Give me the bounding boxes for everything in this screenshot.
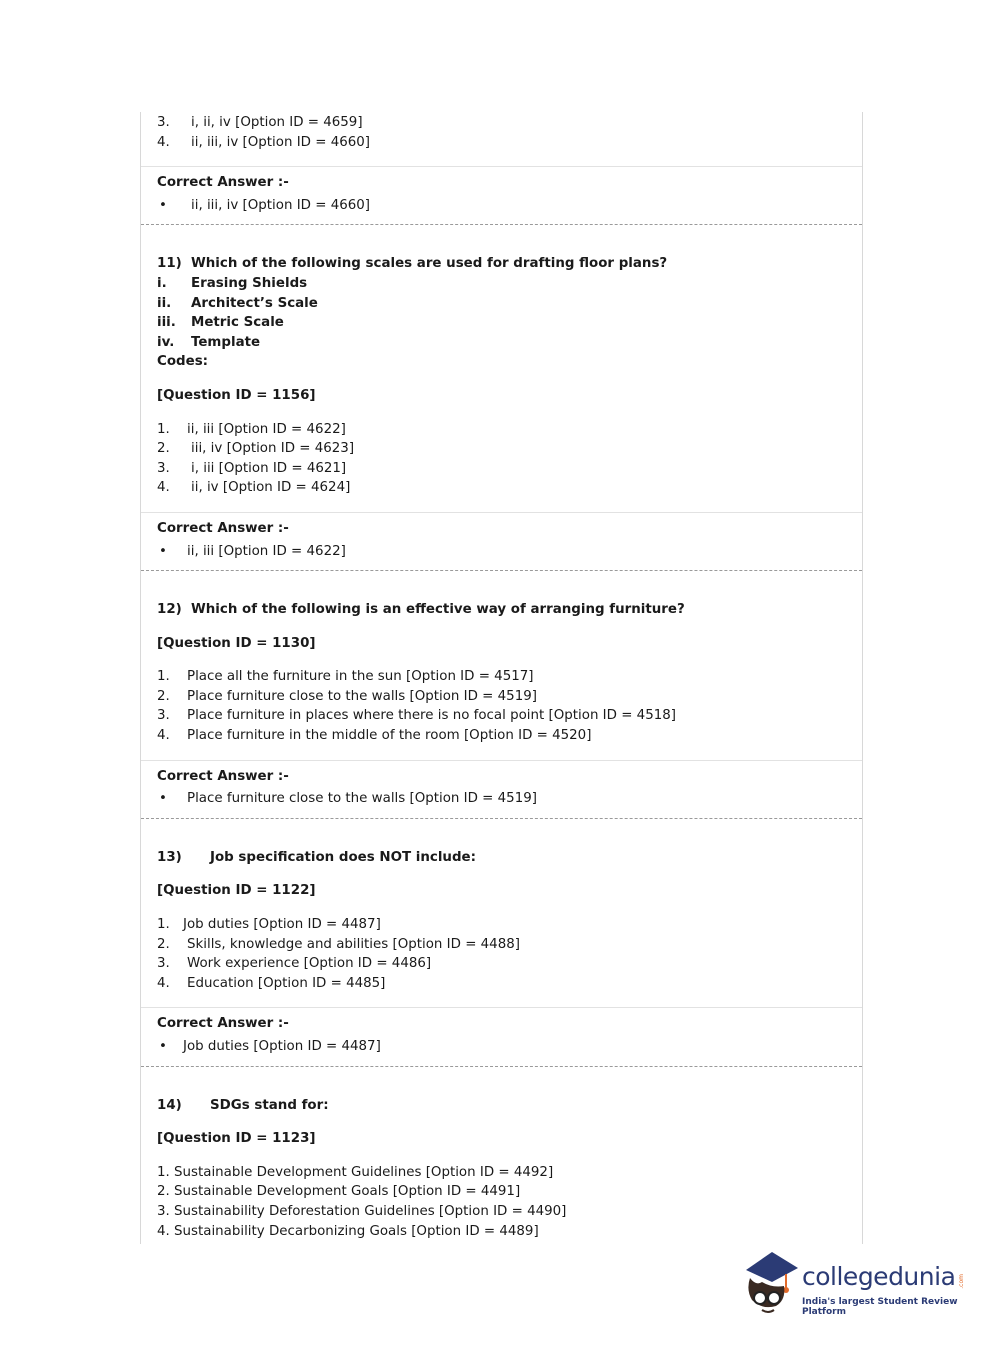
codes-label: Codes: [157,354,209,370]
question-id: [Question ID = 1156] [157,387,316,403]
option-row: 1. Job duties [Option ID = 4487] [157,917,381,933]
option-row: 2. Sustainable Development Goals [Option ID = 4491] [157,1184,521,1200]
answer-row [157,1037,862,1057]
options-list [157,915,862,993]
question-13 [141,819,862,994]
question-heading [157,848,862,868]
question-text: SDGs stand for: [210,1097,329,1113]
question-number: 12) [157,602,182,618]
question-id: [Question ID = 1122] [157,883,316,899]
answer-row [157,789,862,809]
correct-answer-label: Correct Answer :- [157,1016,289,1032]
code-item: ii. Architect’s Scale [157,295,318,311]
collegedunia-logo [742,1248,972,1318]
bullet-icon: • [159,543,167,559]
question-id: [Question ID = 1130] [157,635,316,651]
question-text: Job specification does NOT include: [210,849,476,865]
question-12 [141,571,862,746]
mascot-icon [742,1248,800,1318]
correct-answer-label: Correct Answer :- [157,175,289,191]
bullet-icon: • [159,197,167,213]
answer-text: ii, iii, iv [Option ID = 4660] [191,197,370,213]
option-number: 3. [157,115,170,130]
option-row: 3. Sustainability Deforestation Guidelines [Option ID = 4490] [157,1203,567,1219]
q10-answer [141,167,862,215]
question-id: [Question ID = 1123] [157,1131,316,1147]
option-row [157,113,862,133]
question-heading [157,254,862,274]
code-item: iii. Metric Scale [157,315,284,331]
code-item: i. Erasing Shields [157,275,308,291]
option-row: 1. ii, iii [Option ID = 4622] [157,421,346,437]
option-row: 4. ii, iv [Option ID = 4624] [157,480,351,496]
brand-domain: .com [958,1274,965,1289]
brand-tagline: India's largest Student Review Platform [802,1297,958,1317]
answer-text: ii, iii [Option ID = 4622] [187,543,346,559]
code-item: iv. Template [157,334,261,350]
option-row: 1. Sustainable Development Guidelines [Option ID = 4492] [157,1164,554,1180]
bullet-icon: • [159,1039,167,1054]
option-text: ii, iii, iv [Option ID = 4660] [191,134,370,150]
option-row [157,133,862,153]
option-row: 1. Place all the furniture in the sun [Option ID = 4517] [157,669,534,685]
option-row: 4. Place furniture in the middle of the room [Option ID = 4520] [157,728,592,744]
options-list [157,420,862,498]
q10-options [141,112,862,152]
answer-row [157,542,862,562]
answer-text: Job duties [Option ID = 4487] [183,1039,381,1054]
brand-name: collegedunia [802,1262,956,1291]
option-row: 4. Sustainability Decarbonizing Goals [Option ID = 4489] [157,1223,539,1239]
question-heading [157,1096,862,1116]
question-text: Which of the following scales are used for drafting floor plans? [191,256,668,272]
option-row: 4. Education [Option ID = 4485] [157,975,386,991]
q11-answer [141,513,862,561]
option-row: 3. Work experience [Option ID = 4486] [157,956,432,972]
options-list [157,1163,862,1241]
question-number: 13) [157,849,182,865]
option-row: 3. i, iii [Option ID = 4621] [157,460,347,476]
bullet-icon: • [159,791,167,807]
question-14 [141,1067,862,1242]
option-number: 4. [157,134,170,150]
question-text: Which of the following is an effective way of arranging furniture? [191,602,685,618]
answer-text: Place furniture close to the walls [Option ID = 4519] [187,791,537,807]
option-row: 2. Skills, knowledge and abilities [Option ID = 4488] [157,936,520,952]
document-page [140,112,863,1244]
correct-answer-label: Correct Answer :- [157,520,289,536]
option-row: 3. Place furniture in places where there is no focal point [Option ID = 4518] [157,708,676,724]
question-number: 14) [157,1097,182,1113]
q12-answer [141,761,862,809]
option-row: 2. iii, iv [Option ID = 4623] [157,441,355,457]
options-list [157,667,862,745]
option-text: i, ii, iv [Option ID = 4659] [191,115,363,130]
answer-row [157,196,862,216]
correct-answer-label: Correct Answer :- [157,768,289,784]
question-number: 11) [157,256,182,272]
question-heading [157,600,862,620]
q13-answer [141,1008,862,1056]
question-11 [141,225,862,498]
option-row: 2. Place furniture close to the walls [Option ID = 4519] [157,688,537,704]
